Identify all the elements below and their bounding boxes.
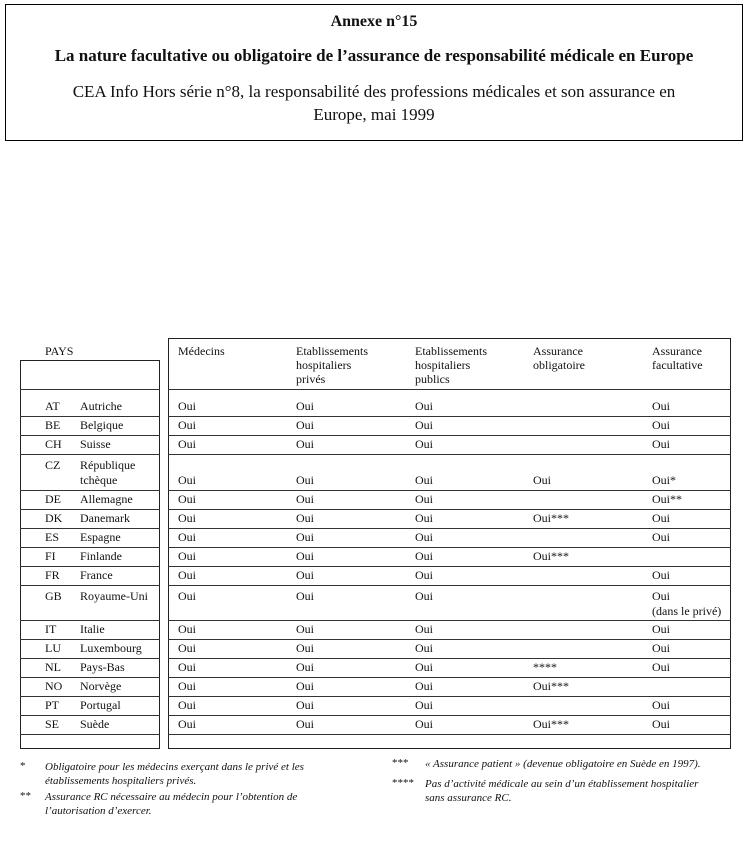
source-citation [6, 80, 742, 126]
row-divider [168, 620, 731, 621]
cell-publics: Oui [415, 568, 433, 582]
cell-medecins: Oui [178, 399, 196, 413]
row-divider [168, 490, 731, 491]
cell-publics: Oui [415, 399, 433, 413]
country-code: AT [45, 399, 60, 413]
cell-medecins: Oui [178, 511, 196, 525]
row-divider [20, 658, 160, 659]
column-header-line: hospitaliers [296, 358, 352, 372]
country-code: FI [45, 549, 56, 563]
country-code: CZ [45, 458, 61, 472]
row-divider [20, 389, 160, 390]
cell-medecins: Oui [178, 473, 196, 487]
cell-obligatoire: **** [533, 660, 557, 674]
country-name: Allemagne [80, 492, 133, 506]
country-code: NL [45, 660, 61, 674]
column-header-line: Assurance [533, 344, 583, 358]
cell-medecins: Oui [178, 589, 196, 603]
column-header-line: Etablissements [415, 344, 487, 358]
cell-facultative: Oui [652, 589, 670, 603]
country-name: Belgique [80, 418, 124, 432]
country-name: Luxembourg [80, 641, 142, 655]
row-divider [20, 547, 160, 548]
row-divider [168, 715, 731, 716]
cell-prives: Oui [296, 549, 314, 563]
annex-number: Annexe n°15 [330, 13, 418, 30]
footnote-line: l’autorisation d’exercer. [45, 805, 152, 817]
cell-facultative: Oui [652, 717, 670, 731]
cell-facultative: Oui [652, 511, 670, 525]
cell-medecins: Oui [178, 660, 196, 674]
footnote-line: « Assurance patient » (devenue obligatoire en Suède en 1997). [425, 758, 701, 770]
country-name: Autriche [80, 399, 122, 413]
country-code: GB [45, 589, 62, 603]
row-divider [20, 677, 160, 678]
cell-medecins: Oui [178, 492, 196, 506]
cell-obligatoire: Oui*** [533, 511, 569, 525]
cell-facultative: Oui [652, 622, 670, 636]
cell-prives: Oui [296, 399, 314, 413]
cell-medecins: Oui [178, 679, 196, 693]
cell-obligatoire: Oui [533, 473, 551, 487]
country-name: Espagne [80, 530, 121, 544]
cell-prives: Oui [296, 717, 314, 731]
row-divider [20, 416, 160, 417]
country-code: NO [45, 679, 63, 693]
country-name: Suède [80, 717, 110, 731]
row-divider [20, 620, 160, 621]
country-name-line2: tchèque [80, 473, 118, 487]
cell-prives: Oui [296, 660, 314, 674]
column-header [296, 344, 368, 386]
values-table-frame [168, 338, 731, 749]
cell-prives: Oui [296, 418, 314, 432]
cell-publics: Oui [415, 549, 433, 563]
country-code: SE [45, 717, 60, 731]
column-header-line: Médecins [178, 344, 225, 358]
row-divider [168, 639, 731, 640]
cell-publics: Oui [415, 641, 433, 655]
row-divider [168, 677, 731, 678]
cell-prives: Oui [296, 641, 314, 655]
footnote-mark: *** [392, 757, 409, 769]
row-divider [168, 734, 731, 735]
row-divider [20, 490, 160, 491]
cell-facultative: Oui [652, 660, 670, 674]
country-name: Suisse [80, 437, 111, 451]
row-divider [20, 734, 160, 735]
column-header-line: hospitaliers [415, 358, 471, 372]
row-divider [168, 658, 731, 659]
cell-facultative: Oui [652, 641, 670, 655]
column-header [178, 344, 225, 358]
cell-prives: Oui [296, 511, 314, 525]
column-header-line: facultative [652, 358, 703, 372]
cell-prives: Oui [296, 437, 314, 451]
footnote-text [425, 777, 698, 805]
row-divider [168, 528, 731, 529]
cell-publics: Oui [415, 530, 433, 544]
row-divider [20, 454, 160, 455]
country-code: BE [45, 418, 61, 432]
row-divider [20, 639, 160, 640]
column-header-line: privés [296, 372, 326, 386]
cell-medecins: Oui [178, 622, 196, 636]
cell-obligatoire: Oui*** [533, 549, 569, 563]
cell-medecins: Oui [178, 549, 196, 563]
cell-prives: Oui [296, 698, 314, 712]
cell-medecins: Oui [178, 568, 196, 582]
pays-column-header: PAYS [45, 344, 74, 358]
column-header [652, 344, 703, 372]
country-name: République [80, 458, 136, 472]
footnote-line: Assurance RC nécessaire au médecin pour l’obtention de [45, 791, 298, 803]
source-line-1: CEA Info Hors série n°8, la responsabilité des professions médicales et son assurance en [72, 82, 676, 101]
column-header-line: Assurance [652, 344, 702, 358]
cell-medecins: Oui [178, 698, 196, 712]
column-header [415, 344, 487, 386]
cell-medecins: Oui [178, 437, 196, 451]
cell-publics: Oui [415, 660, 433, 674]
country-name: Pays-Bas [80, 660, 125, 674]
footnote-mark: **** [392, 777, 414, 789]
cell-facultative: Oui [652, 698, 670, 712]
row-divider [168, 566, 731, 567]
cell-facultative: Oui [652, 418, 670, 432]
cell-facultative: Oui [652, 568, 670, 582]
row-divider [168, 585, 731, 586]
column-header-line: obligatoire [533, 358, 585, 372]
footnote-text [45, 790, 297, 818]
cell-prives: Oui [296, 679, 314, 693]
row-divider [168, 454, 731, 455]
cell-facultative: Oui [652, 530, 670, 544]
document-title: La nature facultative ou obligatoire de l’assurance de responsabilité médicale en Europe [54, 46, 694, 65]
cell-facultative: Oui* [652, 473, 676, 487]
annex-header-box [5, 4, 743, 141]
row-divider [20, 528, 160, 529]
cell-facultative: Oui [652, 437, 670, 451]
cell-facultative-note: (dans le privé) [652, 604, 722, 618]
cell-prives: Oui [296, 589, 314, 603]
row-divider [20, 509, 160, 510]
country-code: DK [45, 511, 63, 525]
country-name: Danemark [80, 511, 130, 525]
row-divider [168, 416, 731, 417]
country-name: Portugal [80, 698, 121, 712]
cell-publics: Oui [415, 622, 433, 636]
cell-publics: Oui [415, 589, 433, 603]
cell-obligatoire: Oui*** [533, 717, 569, 731]
footnote-text [45, 760, 304, 788]
footnote-mark: * [20, 760, 26, 772]
cell-prives: Oui [296, 568, 314, 582]
footnote-line: établissements hospitaliers privés. [45, 775, 197, 787]
row-divider [168, 389, 731, 390]
cell-publics: Oui [415, 698, 433, 712]
footnote-mark: ** [20, 790, 31, 802]
row-divider [20, 585, 160, 586]
row-divider [20, 566, 160, 567]
cell-medecins: Oui [178, 717, 196, 731]
cell-facultative: Oui** [652, 492, 682, 506]
cell-publics: Oui [415, 418, 433, 432]
country-name: Finlande [80, 549, 122, 563]
cell-publics: Oui [415, 473, 433, 487]
cell-publics: Oui [415, 492, 433, 506]
column-header [533, 344, 585, 372]
cell-medecins: Oui [178, 641, 196, 655]
cell-publics: Oui [415, 437, 433, 451]
country-code: FR [45, 568, 60, 582]
footnote-line: Pas d’activité médicale au sein d’un établissement hospitalier [425, 778, 699, 790]
country-name: Royaume-Uni [80, 589, 148, 603]
cell-prives: Oui [296, 530, 314, 544]
source-line-2: Europe, mai 1999 [313, 105, 435, 124]
cell-obligatoire: Oui*** [533, 679, 569, 693]
country-name: Norvège [80, 679, 122, 693]
country-code: IT [45, 622, 57, 636]
cell-prives: Oui [296, 622, 314, 636]
row-divider [168, 509, 731, 510]
cell-medecins: Oui [178, 418, 196, 432]
column-header-line: publics [415, 372, 450, 386]
country-code: PT [45, 698, 60, 712]
cell-prives: Oui [296, 492, 314, 506]
row-divider [168, 696, 731, 697]
row-divider [20, 435, 160, 436]
country-code: CH [45, 437, 62, 451]
cell-prives: Oui [296, 473, 314, 487]
country-code: ES [45, 530, 60, 544]
cell-medecins: Oui [178, 530, 196, 544]
column-header-line: Etablissements [296, 344, 368, 358]
footnote-line: sans assurance RC. [425, 792, 512, 804]
country-name: France [80, 568, 113, 582]
cell-facultative: Oui [652, 399, 670, 413]
country-code: LU [45, 641, 61, 655]
footnote-line: Obligatoire pour les médecins exerçant dans le privé et les [45, 761, 304, 773]
row-divider [20, 715, 160, 716]
cell-publics: Oui [415, 511, 433, 525]
row-divider [20, 696, 160, 697]
country-name: Italie [80, 622, 105, 636]
country-code: DE [45, 492, 61, 506]
footnote-text [425, 757, 701, 771]
cell-publics: Oui [415, 679, 433, 693]
cell-publics: Oui [415, 717, 433, 731]
row-divider [168, 435, 731, 436]
row-divider [168, 547, 731, 548]
